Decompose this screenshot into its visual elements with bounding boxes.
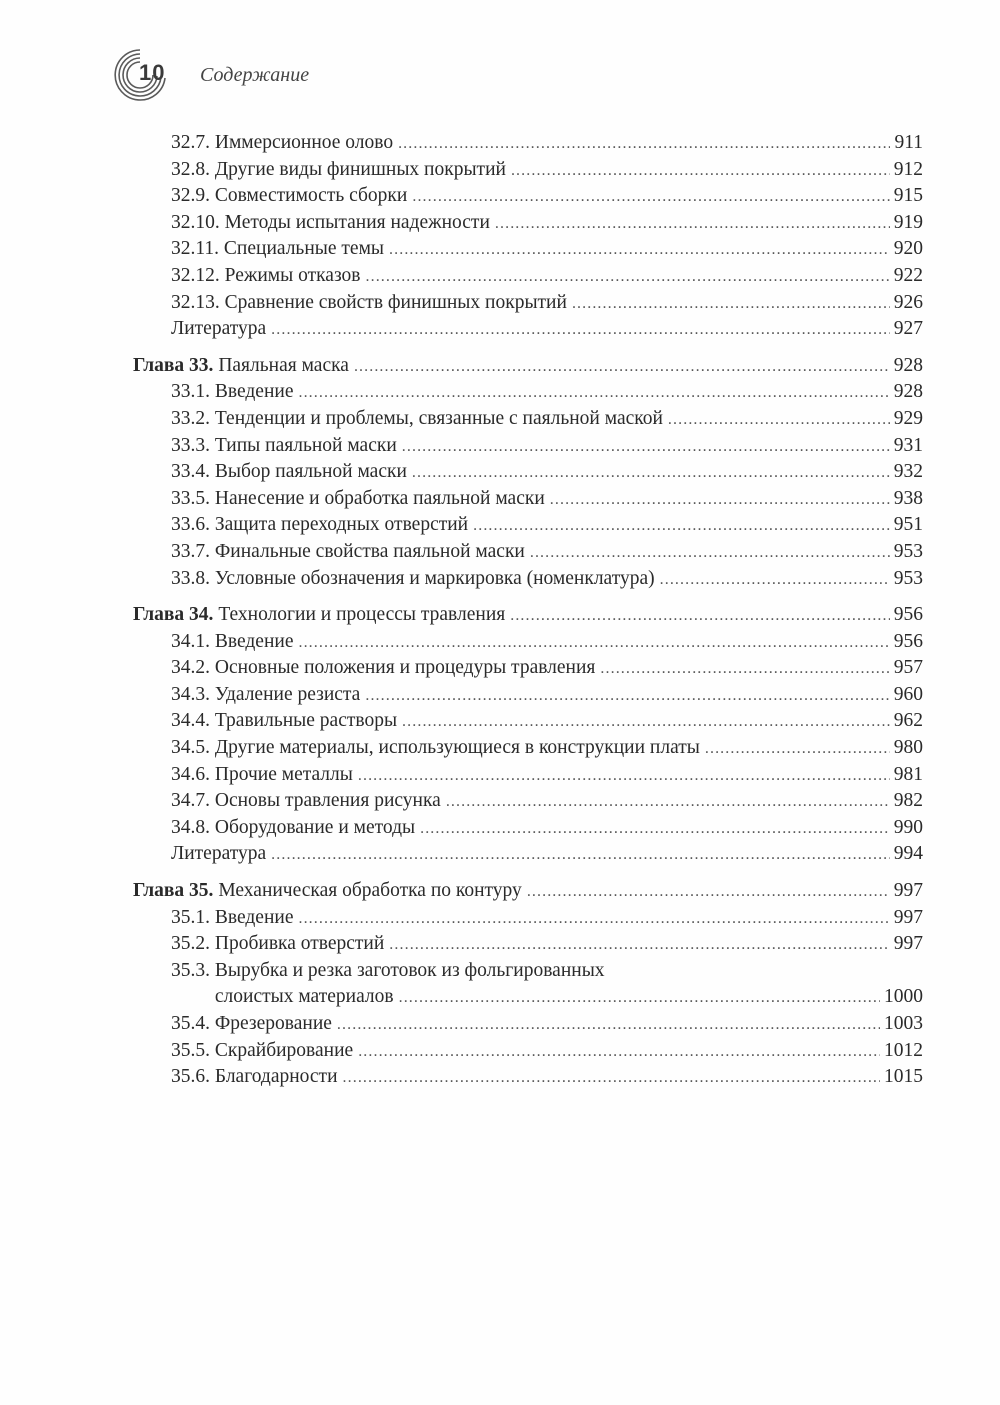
- section-number: 33.4.: [171, 461, 210, 483]
- toc-section-entry: [133, 1038, 923, 1065]
- dot-leader: [511, 158, 890, 185]
- dot-leader: [510, 603, 890, 630]
- section-number: 34.2.: [171, 657, 210, 679]
- table-of-contents: [133, 130, 923, 1091]
- entry-title: Литература: [171, 843, 267, 865]
- section-number: 34.8.: [171, 816, 210, 838]
- page-header: [108, 44, 708, 104]
- page-number: 10: [139, 60, 166, 85]
- section-number: 35.3.: [171, 959, 210, 981]
- entry-title: Другие материалы, использующиеся в конструкции платы: [214, 737, 700, 759]
- toc-section-entry: [133, 263, 923, 290]
- page-ref: 956: [890, 602, 923, 629]
- dot-leader: [298, 380, 889, 407]
- toc-section-entry: [133, 788, 923, 815]
- page-ref: 953: [890, 566, 923, 593]
- section-number: 35.1.: [171, 906, 210, 928]
- dot-leader: [530, 540, 890, 567]
- toc-section-entry: [133, 236, 923, 263]
- page-ref: 912: [890, 157, 923, 184]
- toc-section-entry: [133, 316, 923, 343]
- dot-leader: [660, 567, 890, 594]
- entry-title: Условные обозначения и маркировка (номенклатура): [214, 567, 655, 589]
- entry-title: Паяльная маска: [218, 354, 349, 376]
- page-ref: 915: [890, 183, 923, 210]
- page-ref: 997: [890, 878, 923, 905]
- dot-leader: [271, 842, 890, 869]
- page-ref: 956: [890, 629, 923, 656]
- dot-leader: [298, 906, 889, 933]
- dot-leader: [572, 291, 890, 318]
- entry-title: Основные положения и процедуры травления: [214, 657, 596, 679]
- entry-title: Защита переходных отверстий: [214, 514, 469, 536]
- toc-section-entry: [133, 629, 923, 656]
- toc-section-entry: [133, 566, 923, 593]
- toc-section-entry: [133, 486, 923, 513]
- page-ref: 928: [890, 379, 923, 406]
- dot-leader: [446, 789, 890, 816]
- toc-section-entry: [133, 183, 923, 210]
- section-number: 33.5.: [171, 487, 210, 509]
- toc-section-entry: [133, 682, 923, 709]
- page-ref: 962: [890, 708, 923, 735]
- toc-section-entry: [133, 290, 923, 317]
- page-ref: 920: [890, 236, 923, 263]
- page-ref: 931: [890, 433, 923, 460]
- dot-leader: [420, 816, 890, 843]
- page-ref: 1003: [880, 1011, 923, 1038]
- section-number: 33.2.: [171, 407, 210, 429]
- page-ref: 1000: [880, 984, 923, 1011]
- toc-section-entry: [133, 931, 923, 958]
- dot-leader: [600, 656, 889, 683]
- page-ref: 927: [890, 316, 923, 343]
- entry-title: Методы испытания надежности: [224, 211, 490, 233]
- chapter-label: Глава 34.: [133, 604, 214, 626]
- section-number: 35.6.: [171, 1066, 210, 1088]
- dot-leader: [354, 354, 890, 381]
- dot-leader: [358, 1039, 880, 1066]
- entry-title: Благодарности: [214, 1066, 338, 1088]
- page-ref: 997: [890, 905, 923, 932]
- toc-section-entry: [133, 655, 923, 682]
- toc-section-entry: [133, 539, 923, 566]
- entry-title: Совместимость сборки: [214, 185, 408, 207]
- toc-section-entry: [133, 984, 923, 1011]
- dot-leader: [402, 434, 890, 461]
- toc-chapter-entry: [133, 878, 923, 905]
- entry-title: Введение: [214, 906, 294, 928]
- dot-leader: [366, 264, 890, 291]
- page-ref: 994: [890, 841, 923, 868]
- entry-title: Основы травления рисунка: [214, 790, 441, 812]
- page-ref: 981: [890, 762, 923, 789]
- section-number: 35.4.: [171, 1013, 210, 1034]
- chapter-label: Глава 33.: [133, 354, 214, 376]
- section-number: 32.7.: [171, 132, 210, 153]
- page-ref: 951: [890, 512, 923, 539]
- page-ref: 953: [890, 539, 923, 566]
- dot-leader: [271, 317, 890, 344]
- page-ref: 938: [890, 486, 923, 513]
- toc-section-entry: [133, 130, 923, 157]
- toc-section-entry: [133, 841, 923, 868]
- section-number: 33.7.: [171, 540, 210, 562]
- toc-section-entry: [133, 433, 923, 460]
- toc-chapter-entry: [133, 353, 923, 380]
- dot-leader: [550, 487, 890, 514]
- toc-section-entry: [133, 1011, 923, 1038]
- entry-title: Технологии и процессы травления: [218, 604, 506, 626]
- entry-title: Пробивка отверстий: [214, 933, 385, 955]
- section-number: 32.12.: [171, 264, 220, 286]
- section-number: 34.6.: [171, 763, 210, 785]
- dot-leader: [412, 460, 890, 487]
- entry-title: Специальные темы: [223, 238, 385, 260]
- page-ref: 911: [890, 130, 923, 157]
- dot-leader: [495, 211, 890, 238]
- dot-leader: [412, 184, 889, 211]
- toc-section-entry: [133, 157, 923, 184]
- page-ref: 929: [890, 406, 923, 433]
- entry-title: Иммерсионное олово: [214, 132, 394, 153]
- page-ref: 922: [890, 263, 923, 290]
- section-number: 32.10.: [171, 211, 220, 233]
- chapter-label: Глава 35.: [133, 880, 214, 902]
- page-ref: 1015: [880, 1064, 923, 1091]
- section-number: 32.9.: [171, 185, 210, 207]
- toc-section-entry: [133, 905, 923, 932]
- page-ref: 982: [890, 788, 923, 815]
- toc-section-entry: [133, 708, 923, 735]
- entry-title: Удаление резиста: [214, 683, 361, 705]
- dot-leader: [389, 237, 890, 264]
- section-number: 34.7.: [171, 790, 210, 812]
- dot-leader: [668, 407, 890, 434]
- entry-title: слоистых материалов: [214, 986, 394, 1008]
- entry-title: Фрезерование: [214, 1013, 332, 1034]
- entry-title: Режимы отказов: [224, 264, 361, 286]
- toc-section-entry: [133, 512, 923, 539]
- entry-title: Типы паяльной маски: [214, 434, 397, 456]
- toc-section-entry: [133, 762, 923, 789]
- page-ref: 960: [890, 682, 923, 709]
- section-number: 32.13.: [171, 291, 220, 313]
- page-ref: 957: [890, 655, 923, 682]
- toc-section-entry: [133, 1064, 923, 1091]
- dot-leader: [298, 630, 889, 657]
- entry-title: Прочие металлы: [214, 763, 353, 785]
- dot-leader: [473, 513, 890, 540]
- dot-leader: [527, 879, 890, 906]
- entry-title: Тенденции и проблемы, связанные с паяльной маской: [214, 407, 663, 429]
- section-number: 33.3.: [171, 434, 210, 456]
- section-number: 34.5.: [171, 737, 210, 759]
- section-number: 34.4.: [171, 710, 210, 732]
- dot-leader: [337, 1012, 880, 1039]
- entry-title: Травильные растворы: [214, 710, 398, 732]
- entry-title: Нанесение и обработка паяльной маски: [214, 487, 545, 509]
- toc-chapter-entry: [133, 602, 923, 629]
- page-ref: 1012: [880, 1038, 923, 1065]
- section-number: 33.6.: [171, 514, 210, 536]
- entry-title: Сравнение свойств финишных покрытий: [224, 291, 567, 313]
- dot-leader: [399, 985, 880, 1012]
- entry-title: Вырубка и резка заготовок из фольгированных: [214, 959, 605, 981]
- section-number: 34.1.: [171, 630, 210, 652]
- section-number: 32.8.: [171, 158, 210, 180]
- entry-title: Выбор паяльной маски: [214, 461, 407, 483]
- section-number: 35.5.: [171, 1039, 210, 1061]
- dot-leader: [358, 763, 890, 790]
- page-ref: 919: [890, 210, 923, 237]
- entry-title: Механическая обработка по контуру: [218, 880, 522, 902]
- dot-leader: [343, 1065, 880, 1092]
- dot-leader: [389, 932, 889, 959]
- dot-leader: [402, 709, 890, 736]
- toc-section-entry: [133, 379, 923, 406]
- dot-leader: [705, 736, 890, 763]
- section-number: 34.3.: [171, 683, 210, 705]
- toc-section-entry: [133, 406, 923, 433]
- toc-section-entry: [133, 958, 923, 985]
- toc-section-entry: [133, 735, 923, 762]
- page-ref: 932: [890, 459, 923, 486]
- page-ref: 990: [890, 815, 923, 842]
- entry-title: Скрайбирование: [214, 1039, 354, 1061]
- section-number: 35.2.: [171, 933, 210, 955]
- toc-section-entry: [133, 459, 923, 486]
- entry-title: Финальные свойства паяльной маски: [214, 540, 525, 562]
- entry-title: Другие виды финишных покрытий: [214, 158, 506, 180]
- section-number: 33.1.: [171, 381, 210, 403]
- toc-section-entry: [133, 210, 923, 237]
- dot-leader: [398, 131, 890, 158]
- entry-title: Оборудование и методы: [214, 816, 416, 838]
- entry-title: Введение: [214, 381, 294, 403]
- section-number: 32.11.: [171, 238, 220, 260]
- page-ref: 926: [890, 290, 923, 317]
- entry-title: Введение: [214, 630, 294, 652]
- section-number: 33.8.: [171, 567, 210, 589]
- running-title: Содержание: [200, 64, 310, 86]
- entry-title: Литература: [171, 318, 267, 340]
- page-ref: 928: [890, 353, 923, 380]
- toc-section-entry: [133, 815, 923, 842]
- dot-leader: [365, 683, 889, 710]
- page-ref: 997: [890, 931, 923, 958]
- page-ref: 980: [890, 735, 923, 762]
